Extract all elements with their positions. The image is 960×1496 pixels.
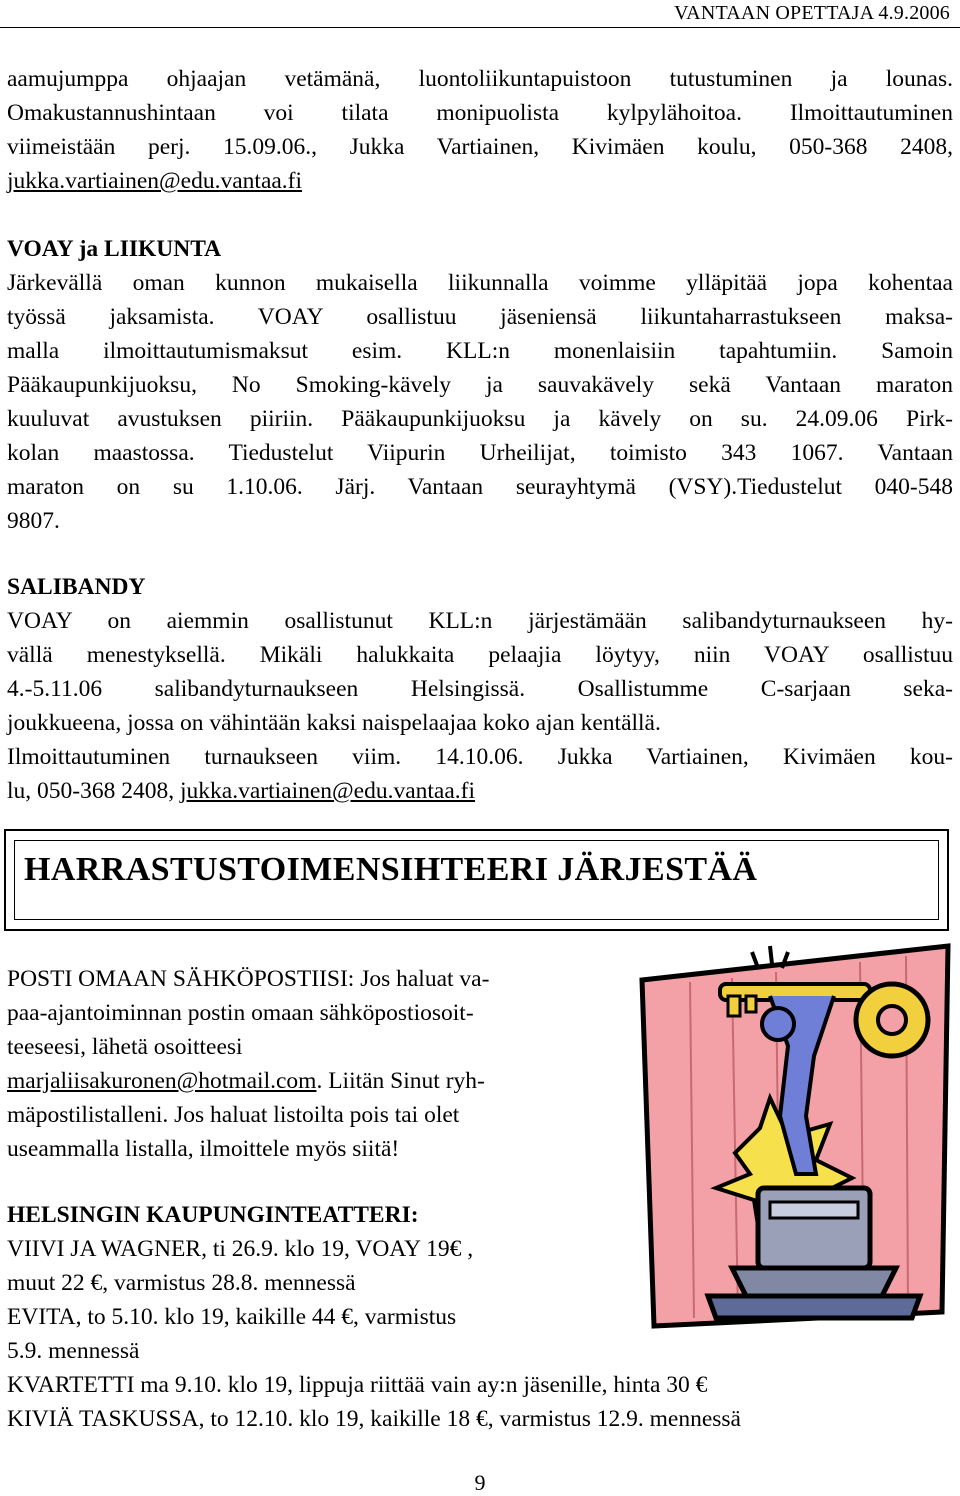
salibandy-line: 4.-5.11.06 salibandyturnaukseen Helsingissä. Osallistumme C-sarjaan seka-	[7, 676, 953, 702]
salibandy-line: VOAY on aiemmin osallistunut KLL:n järjestämään salibandyturnaukseen hy-	[7, 608, 953, 634]
posti-line: mäpostilistalleni. Jos haluat listoilta pois tai olet	[7, 1102, 460, 1128]
theatre-line: EVITA, to 5.10. klo 19, kaikille 44 €, varmistus	[7, 1304, 457, 1330]
voay-line: Järkevällä oman kunnon mukaisella liikunnalla voimme ylläpitää jopa kohentaa	[7, 270, 953, 296]
salibandy-line: Ilmoittautuminen turnaukseen viim. 14.10.06. Jukka Vartiainen, Kivimäen kou-	[7, 744, 953, 770]
intro-email-link[interactable]: jukka.vartiainen@edu.vantaa.fi	[7, 168, 303, 194]
voay-title: VOAY ja LIIKUNTA	[7, 236, 222, 262]
posti-line: teeseesi, lähetä osoitteesi	[7, 1034, 243, 1060]
salibandy-section	[7, 570, 953, 808]
header-text: VANTAAN OPETTAJA 4.9.2006	[674, 2, 950, 24]
theatre-line: VIIVI JA WAGNER, ti 26.9. klo 19, VOAY 19€ ,	[7, 1236, 474, 1262]
posti-line4-suffix: . Liitän Sinut ryh-	[316, 1068, 485, 1094]
voay-line: kolan maastossa. Tiedustelut Viipurin Urheilijat, toimisto 343 1067. Vantaan	[7, 440, 953, 466]
voay-line: 9807.	[7, 508, 60, 534]
intro-line: Omakustannushintaan voi tilata monipuolista kylpylähoitoa. Ilmoittautuminen	[7, 100, 953, 126]
salibandy-line: joukkueena, jossa on vähintään kaksi naispelaajaa koko ajan kentällä.	[7, 710, 661, 736]
voay-line: Pääkaupunkijuoksu, No Smoking-kävely ja sauvakävely sekä Vantaan maraton	[7, 372, 953, 398]
posti-email-link[interactable]: marjaliisakuronen@hotmail.com	[7, 1068, 317, 1094]
banner-title: HARRASTUSTOIMENSIHTEERI JÄRJESTÄÄ	[24, 851, 758, 888]
posti-line: useammalla listalla, ilmoittele myös siitä!	[7, 1136, 400, 1162]
voay-line: malla ilmoittautumismaksut esim. KLL:n monenlaisiin tapahtumiin. Samoin	[7, 338, 953, 364]
page-header	[0, 0, 960, 28]
salibandy-line: vällä menestyksellä. Mikäli halukkaita pelaajia löytyy, niin VOAY osallistuu	[7, 642, 953, 668]
intro-line: viimeistään perj. 15.09.06., Jukka Vartiainen, Kivimäen koulu, 050-368 2408,	[7, 134, 953, 160]
voay-line: maraton on su 1.10.06. Järj. Vantaan seurayhtymä (VSY).Tiedustelut 040-548	[7, 474, 953, 500]
salibandy-email-link[interactable]: jukka.vartiainen@edu.vantaa.fi	[179, 778, 476, 804]
theatre-line: 5.9. mennessä	[7, 1338, 140, 1364]
voay-section	[7, 232, 953, 538]
theatre-title: HELSINGIN KAUPUNGINTEATTERI:	[7, 1202, 419, 1228]
intro-paragraph	[7, 62, 953, 198]
page-number: 9	[474, 1470, 486, 1495]
section-banner	[4, 829, 949, 931]
theatre-line: muut 22 €, varmistus 28.8. mennessä	[7, 1270, 356, 1296]
intro-line: aamujumppa ohjaajan vetämänä, luontoliikuntapuistoon tutustuminen ja lounas.	[7, 66, 953, 92]
theatre-line: KIVIÄ TASKUSSA, to 12.10. klo 19, kaikille 18 €, varmistus 12.9. mennessä	[7, 1406, 741, 1432]
key-trophy-clipart-icon	[620, 938, 960, 1332]
salibandy-last-prefix: lu, 050-368 2408,	[7, 778, 180, 804]
voay-line: kuuluvat avustuksen piiriin. Pääkaupunkijuoksu ja kävely on su. 24.09.06 Pirk-	[7, 406, 953, 432]
salibandy-title: SALIBANDY	[7, 574, 146, 600]
posti-line: paa-ajantoiminnan postin omaan sähköpostiosoit-	[7, 1000, 474, 1026]
posti-section	[7, 962, 617, 1166]
voay-line: työssä jaksamista. VOAY osallistuu jäseniensä liikuntaharrastukseen maksa-	[7, 304, 953, 330]
posti-line: POSTI OMAAN SÄHKÖPOSTIISI: Jos haluat va-	[7, 966, 490, 992]
theatre-line: KVARTETTI ma 9.10. klo 19, lippuja riittää vain ay:n jäsenille, hinta 30 €	[7, 1372, 708, 1398]
